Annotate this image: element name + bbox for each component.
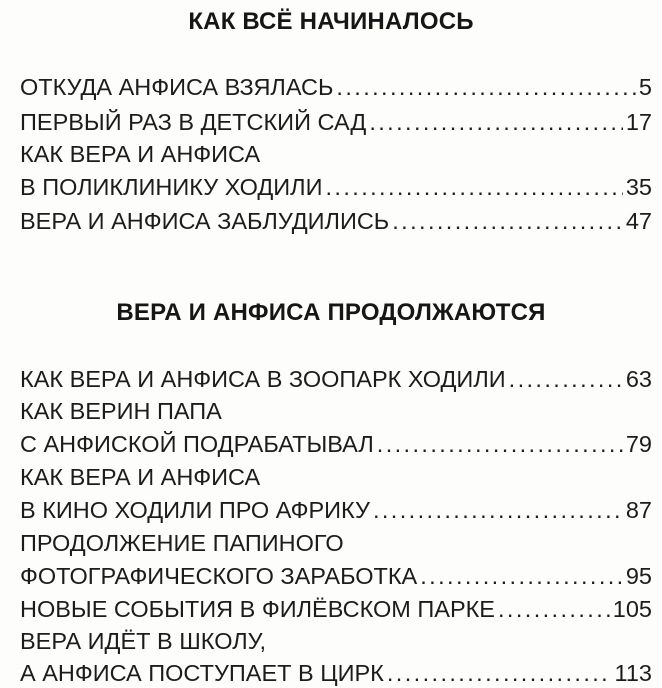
entry-page-number: 35: [625, 174, 652, 200]
toc-entry: [20, 364, 652, 394]
entry-page-number: 79: [625, 431, 652, 457]
toc-entry: [20, 107, 652, 137]
toc-entry: [20, 561, 652, 591]
entry-title: А АНФИСА ПОСТУПАЕТ В ЦИРК: [20, 660, 384, 686]
section-title-1: КАК ВСЁ НАЧИНАЛОСЬ: [188, 8, 474, 35]
toc-entry: [20, 594, 652, 624]
toc-entry: [20, 429, 652, 459]
dot-leader: [336, 72, 636, 102]
entry-title-first-line: КАК ВЕРА И АНФИСА: [20, 464, 261, 490]
toc-entry: [20, 72, 652, 102]
entry-page-number: 17: [625, 109, 652, 135]
toc-entry-first-line: [20, 528, 652, 558]
toc-entry-first-line: [20, 462, 652, 492]
entry-page-number: 63: [625, 366, 652, 392]
entry-title-first-line: ВЕРА ИДЁТ В ШКОЛУ,: [20, 628, 266, 654]
dot-leader: [325, 172, 622, 202]
toc-entry: [20, 206, 652, 236]
entry-page-number: 113: [614, 660, 652, 686]
entry-title: ФОТОГРАФИЧЕСКОГО ЗАРАБОТКА: [20, 563, 418, 589]
entry-title: ПЕРВЫЙ РАЗ В ДЕТСКИЙ САД: [20, 109, 367, 135]
entry-page-number: 95: [625, 563, 652, 589]
entry-page-number: 5: [638, 74, 652, 100]
entry-title: КАК ВЕРА И АНФИСА В ЗООПАРК ХОДИЛИ: [20, 366, 506, 392]
entry-title: В ПОЛИКЛИНИКУ ХОДИЛИ: [20, 174, 323, 200]
entry-title-first-line: КАК ВЕРА И АНФИСА: [20, 141, 261, 167]
dot-leader: [387, 658, 612, 688]
dot-leader: [392, 206, 623, 236]
dot-leader: [373, 495, 623, 525]
dot-leader: [369, 107, 623, 137]
toc-entry-first-line: [20, 626, 652, 656]
dot-leader: [498, 594, 610, 624]
dot-leader: [420, 561, 623, 591]
entry-title: НОВЫЕ СОБЫТИЯ В ФИЛЁВСКОМ ПАРКЕ: [20, 596, 495, 622]
entry-page-number: 87: [625, 497, 652, 523]
toc-entry: [20, 495, 652, 525]
toc-entry-first-line: [20, 396, 652, 426]
entry-title: ВЕРА И АНФИСА ЗАБЛУДИЛИСЬ: [20, 208, 390, 234]
toc-entry-first-line: [20, 139, 652, 169]
dot-leader: [509, 364, 623, 394]
toc-entry: [20, 658, 652, 688]
entry-title: С АНФИСКОЙ ПОДРАБАТЫВАЛ: [20, 431, 374, 457]
entry-page-number: 105: [612, 596, 652, 622]
section-title-2: ВЕРА И АНФИСА ПРОДОЛЖАЮТСЯ: [116, 299, 546, 326]
entry-title: ОТКУДА АНФИСА ВЗЯЛАСЬ: [20, 74, 334, 100]
entry-title: В КИНО ХОДИЛИ ПРО АФРИКУ: [20, 497, 370, 523]
entry-title-first-line: КАК ВЕРИН ПАПА: [20, 398, 222, 424]
dot-leader: [377, 429, 623, 459]
entry-title-first-line: ПРОДОЛЖЕНИЕ ПАПИНОГО: [20, 530, 344, 556]
entry-page-number: 47: [625, 208, 652, 234]
toc-entry: [20, 172, 652, 202]
